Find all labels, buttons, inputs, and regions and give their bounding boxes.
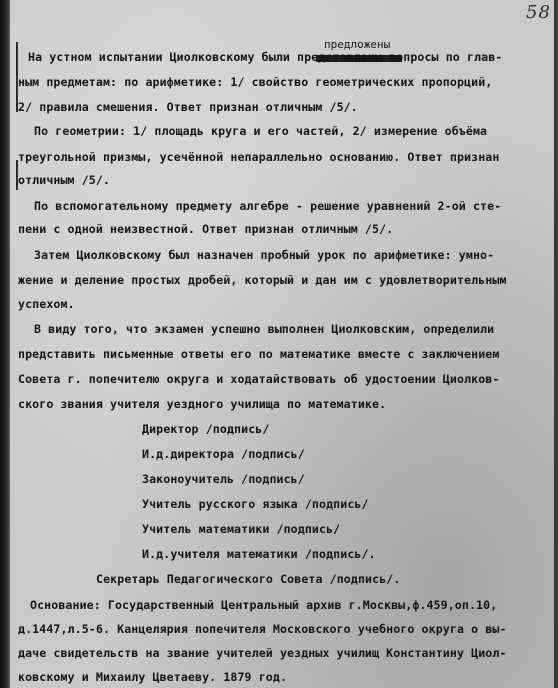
body-line: Совета г. попечителю округа и ходатайствовать об удостоении Циолков- <box>18 372 500 386</box>
body-line: По геометрии: 1/ площадь круга и его частей, 2/ измерение объёма <box>34 124 488 138</box>
body-line: По вспомогательному предмету алгебре - решение уравнений 2-ой сте- <box>34 199 502 213</box>
inserted-correction-word: предложены <box>324 38 391 51</box>
signature-line: Законоучитель /подпись/ <box>142 472 305 486</box>
source-note-line: д.1447,л.5-6. Канцелярия попечителя Московского учебного округа о вы- <box>18 622 507 636</box>
source-note-line: даче свидетельств на звание учителей уездных училищ Константину Циол- <box>18 646 507 660</box>
body-line: треугольной призмы, усечённой непараллельно основанию. Ответ признан <box>18 150 500 164</box>
body-line: представить письменные ответы его по математике вместе с заключением <box>18 347 500 361</box>
signature-line: Учитель русского языка /подпись/ <box>142 497 369 511</box>
body-line: отличным /5/. <box>18 173 111 187</box>
body-line: жение и деление простых дробей, который и дан им с удовлетворительным <box>18 273 507 287</box>
signature-line: Директор /подпись/ <box>142 422 270 436</box>
body-line: успехом. <box>18 297 75 311</box>
source-note-line: ковскому и Михаилу Цветаеву. 1879 год. <box>18 670 288 684</box>
body-line: ского звания учителя уездного училища по математике. <box>18 397 387 411</box>
body-line: пени с одной неизвестной. Ответ признан отличным /5/. <box>18 222 394 236</box>
body-line: 2/ правила смешения. Ответ признан отличным /5/. <box>18 100 358 114</box>
body-line: В виду того, что экзамен успешно выполнен Циолковским, определили <box>34 322 495 336</box>
signature-line: Учитель математики /подпись/ <box>142 522 341 536</box>
source-note-line: Основание: Государственный Центральный архив г.Москвы,ф.459,оп.10, <box>30 598 498 612</box>
binding-edge-shadow <box>0 0 10 688</box>
handwritten-page-number: 58 <box>526 2 551 23</box>
signature-line: И.д.директора /подпись/ <box>142 447 305 461</box>
secretary-signature-line: Секретарь Педагогического Совета /подпись/. <box>96 572 401 586</box>
signature-line: И.д.учителя математики /подпись/. <box>142 547 376 561</box>
body-line: ным предметам: по арифметике: 1/ свойство геометрических пропорций, <box>18 75 493 89</box>
right-edge-shadow <box>554 0 558 688</box>
body-line: На устном испытании Циолковскому были представлены вопросы по глав- <box>28 50 503 64</box>
body-line: Затем Циолковскому был назначен пробный урок по арифметике: умно- <box>34 248 495 262</box>
